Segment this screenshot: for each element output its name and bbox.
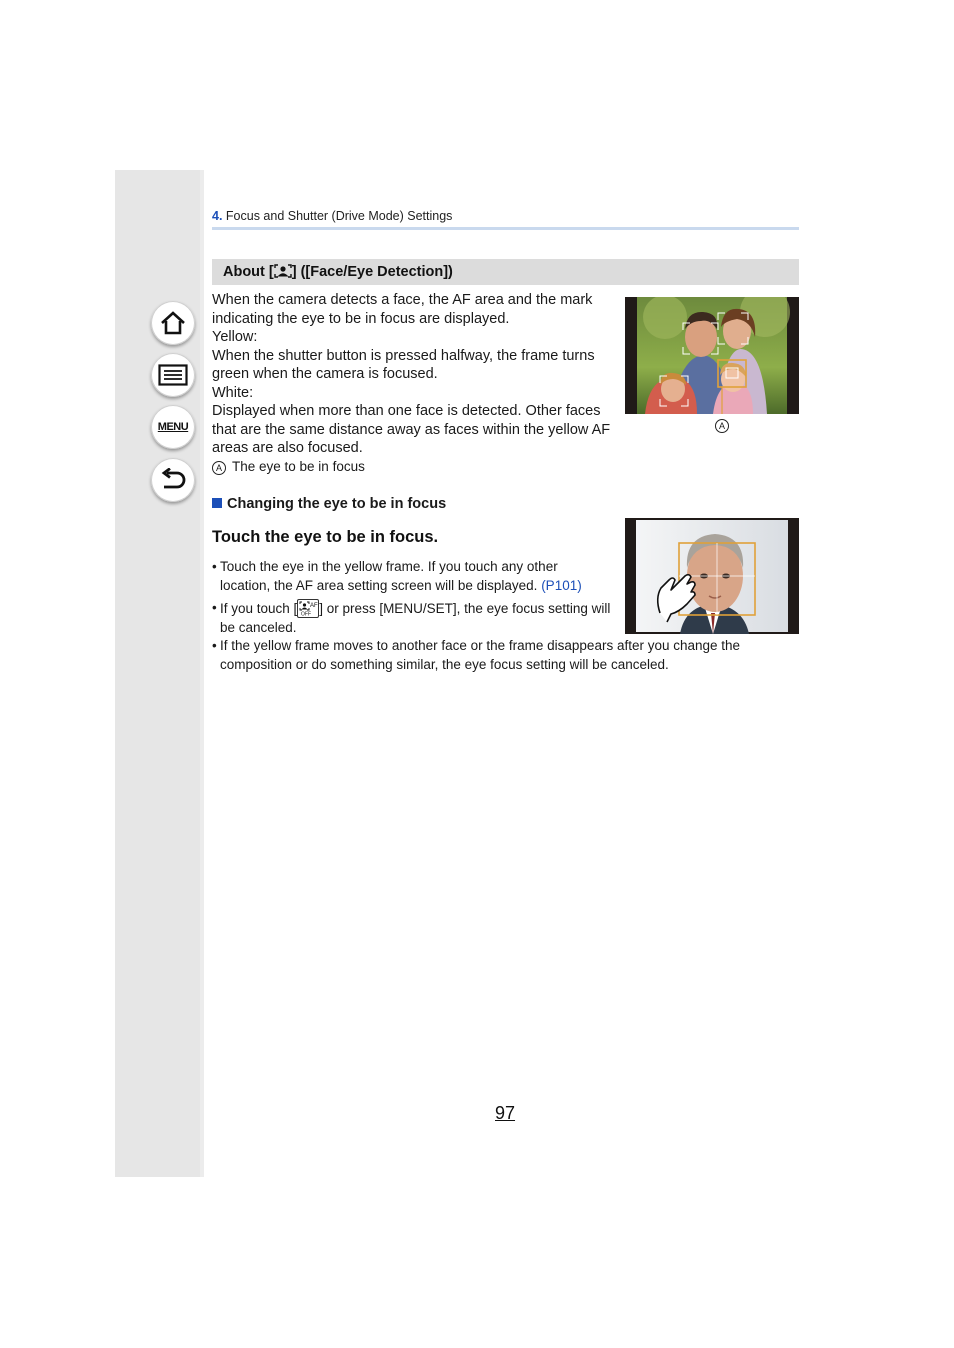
home-button[interactable]: [151, 301, 195, 345]
figure-label-a: [715, 416, 735, 434]
face-detection-photo: [625, 297, 799, 414]
bullet-text-post: ] or press [MENU/SET], the eye focus setting will be canceled.: [220, 601, 611, 635]
callout-marker: A: [715, 419, 729, 433]
home-icon: [159, 310, 187, 336]
page-link-p101[interactable]: (P101): [541, 577, 582, 593]
intro-text: [212, 291, 612, 458]
breadcrumb-divider: [212, 227, 799, 230]
white-label: White:: [212, 384, 254, 401]
page-number: 97: [495, 1103, 516, 1123]
list-item: [212, 558, 605, 595]
svg-text:AF: AF: [310, 603, 318, 609]
menu-icon: MENU: [157, 421, 189, 433]
face-eye-detection-icon: [274, 264, 292, 278]
list-icon: [158, 364, 188, 386]
figure-note: [212, 459, 365, 475]
back-arrow-icon: [159, 468, 187, 492]
list-item: [212, 637, 802, 674]
note-text: The eye to be in focus: [232, 459, 365, 474]
sidebar-edge: [200, 170, 204, 1177]
yellow-label: Yellow:: [212, 329, 258, 345]
menu-button[interactable]: [151, 405, 195, 449]
bullet-text-pre: If you touch [: [220, 601, 298, 616]
back-button[interactable]: [151, 458, 195, 502]
chapter-title: Focus and Shutter (Drive Mode) Settings: [222, 209, 453, 223]
eye-af-cancel-icon: [297, 599, 319, 618]
white-description: Displayed when more than one face is detected. Other faces that are the same distance away as faces within the yellow AF areas are also focused.: [212, 403, 611, 456]
intro-paragraph: When the camera detects a face, the AF area and the mark indicating the eye to be in focus are displayed.: [212, 292, 593, 327]
step-title: Touch the eye to be in focus.: [212, 528, 439, 546]
bullet-text: Touch the eye in the yellow frame. If you touch any other location, the AF area setting screen will be displayed.: [220, 559, 558, 593]
section-heading: [212, 259, 799, 285]
yellow-description: When the shutter button is pressed halfway, the frame turns green when the camera is focused.: [212, 347, 595, 382]
section-title-prefix: About [: [223, 264, 274, 280]
svg-text:OFF: OFF: [301, 611, 312, 617]
note-marker: A: [212, 461, 226, 475]
subsection-title: Changing the eye to be in focus: [227, 496, 447, 512]
touch-eye-photo: [625, 518, 799, 634]
chapter-number: 4.: [212, 209, 223, 223]
breadcrumb: [212, 209, 452, 223]
square-bullet-icon: [212, 498, 222, 508]
bullet-text: If the yellow frame moves to another face or the frame disappears after you change the composition or do something similar, the eye focus setting will be canceled.: [220, 638, 741, 672]
contents-button[interactable]: [151, 353, 195, 397]
list-item: [212, 599, 612, 637]
subsection-heading: [212, 496, 446, 512]
section-title-suffix: ] ([Face/Eye Detection]): [291, 264, 453, 280]
